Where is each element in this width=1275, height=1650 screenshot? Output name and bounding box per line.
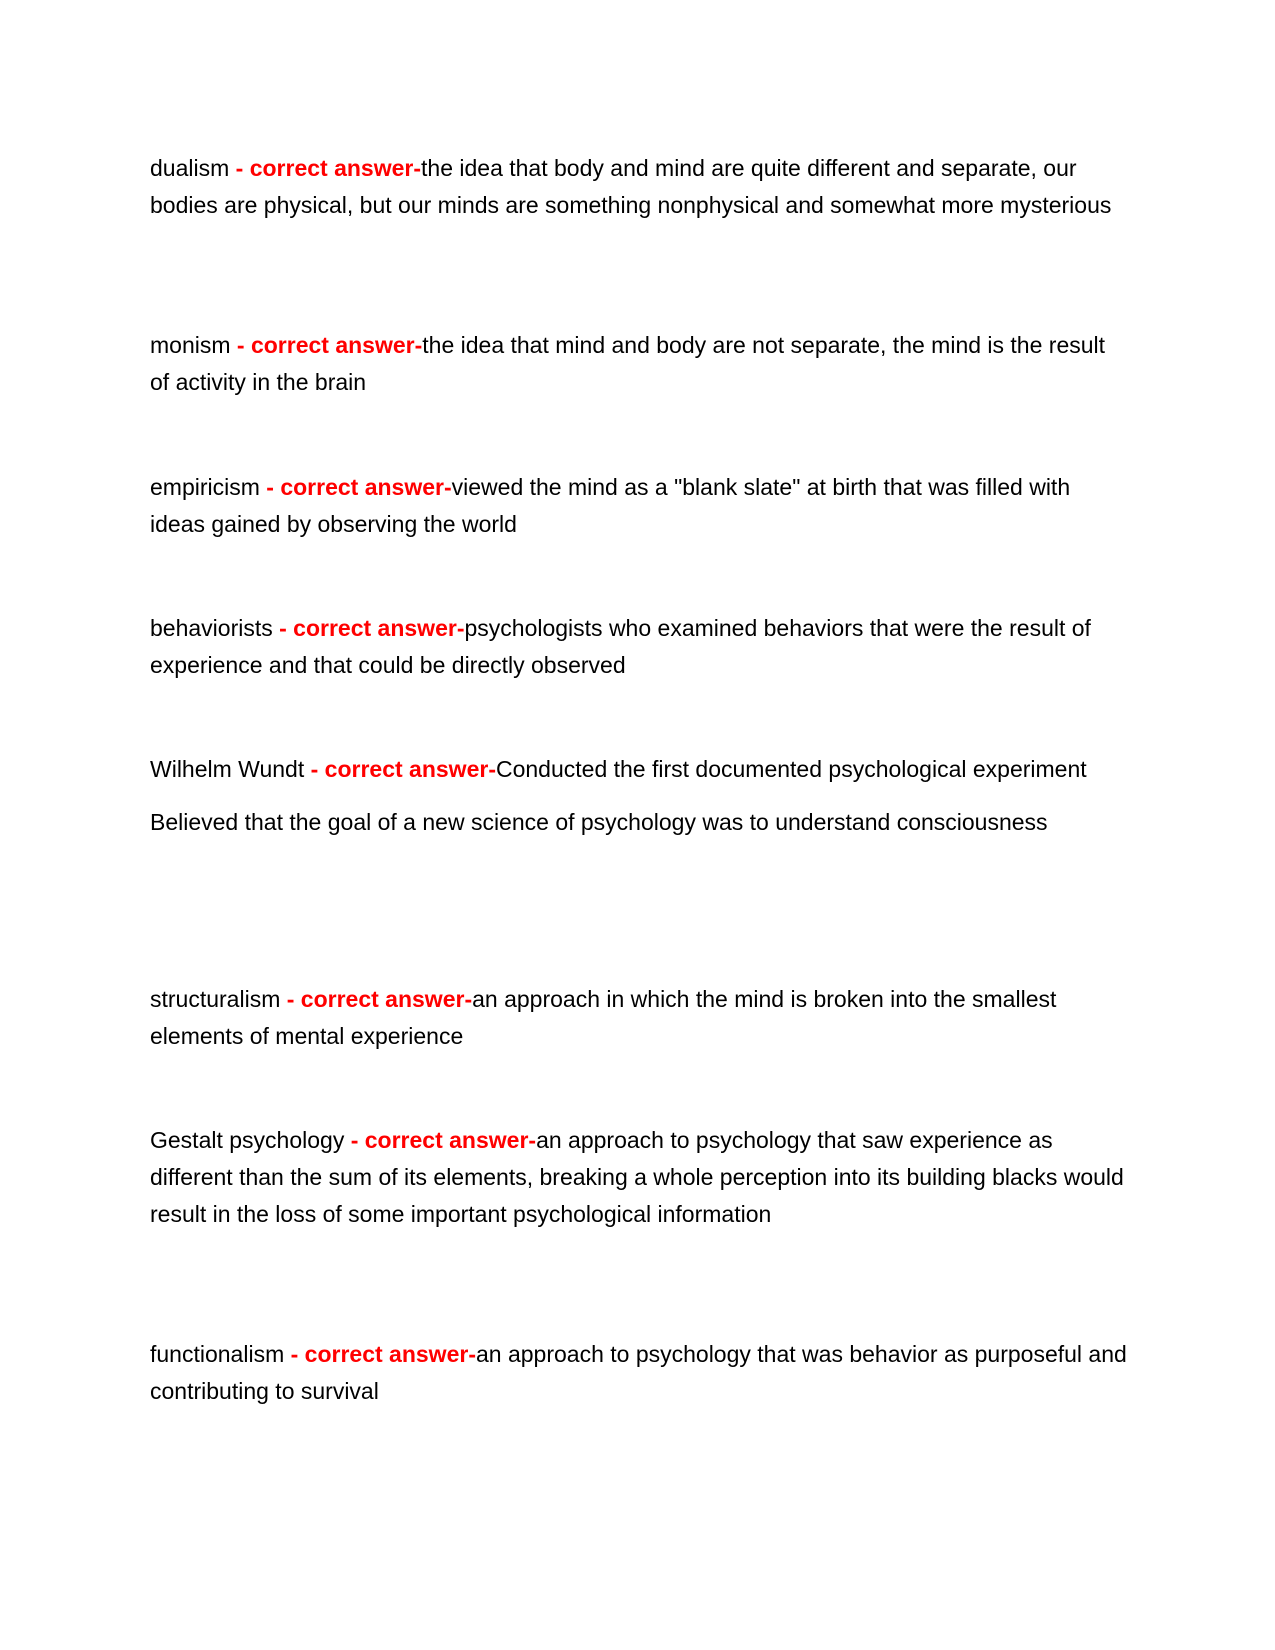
flashcard-entry xyxy=(150,981,1130,1055)
term: Wilhelm Wundt xyxy=(150,756,305,782)
flashcard-entry xyxy=(150,1336,1130,1410)
flashcard-entry xyxy=(150,751,1130,841)
correct-answer-label: - correct answer- xyxy=(284,1341,476,1367)
term: Gestalt psychology xyxy=(150,1127,345,1153)
definition-extra: Believed that the goal of a new science of psychology was to understand consciousness xyxy=(150,809,1048,835)
flashcard-entry xyxy=(150,469,1130,543)
definition: an approach in which the mind is broken into the smallest elements of mental experience xyxy=(150,986,1057,1049)
definition: the idea that mind and body are not separate, the mind is the result of activity in the brain xyxy=(150,332,1106,395)
term: structuralism xyxy=(150,986,281,1012)
definition: Conducted the first documented psychological experiment xyxy=(495,756,1087,782)
term: dualism xyxy=(150,155,230,181)
flashcard-entry xyxy=(150,610,1130,684)
flashcard-entry xyxy=(150,150,1130,224)
definition: the idea that body and mind are quite different and separate, our bodies are physical, but our minds are something nonphysical and somewhat more mysterious xyxy=(150,155,1112,218)
term: functionalism xyxy=(150,1341,285,1367)
definition: psychologists who examined behaviors that were the result of experience and that could be directly observed xyxy=(150,615,1091,678)
correct-answer-label: - correct answer- xyxy=(229,155,422,181)
correct-answer-label: - correct answer- xyxy=(344,1127,537,1153)
flashcard-entry xyxy=(150,1122,1130,1233)
correct-answer-label: - correct answer- xyxy=(304,756,496,782)
term: empiricism xyxy=(150,474,260,500)
correct-answer-label: - correct answer- xyxy=(259,474,452,500)
definition: an approach to psychology that was behavior as purposeful and contributing to survival xyxy=(150,1341,1127,1404)
term: monism xyxy=(150,332,231,358)
flashcard-entry xyxy=(150,327,1130,401)
definition: an approach to psychology that saw experience as different than the sum of its elements, breaking a whole perception into its building blacks would result in the loss of some important psychological information xyxy=(150,1127,1124,1227)
correct-answer-label: - correct answer- xyxy=(230,332,423,358)
correct-answer-label: - correct answer- xyxy=(280,986,473,1012)
term: behaviorists xyxy=(150,615,273,641)
correct-answer-label: - correct answer- xyxy=(272,615,465,641)
definition: viewed the mind as a "blank slate" at birth that was filled with ideas gained by observing the world xyxy=(150,474,1071,537)
